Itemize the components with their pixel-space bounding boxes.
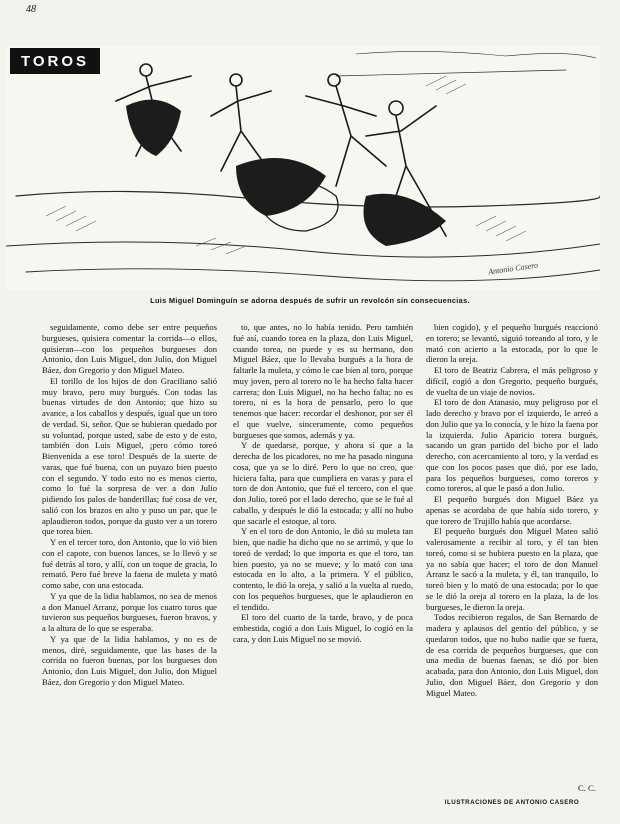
paragraph: Y ya que de la lidia hablamos, y no es de menos, diré, seguidamente, que las bases de la corrida no fueron buenas, por los burgueses don Antonio, don Luis Miguel, don Julio, don Miguel Báez, don Gregorio y don Miguel Mateo. bbox=[42, 633, 217, 687]
paragraph: to, que antes, no lo había tenido. Pero también fué así, cuando torea en la plaza, don Luis Miguel, cuando torea, no puede y es su hermano, don Miguel Báez, que lo llevaba burgués a la hora de faltarle la muleta, y cómo le cae bien al toro, porque muy joven, pero al torero no le ha hecho falta hacer carrera; don Luis Miguel, no ha hecho falta; no es torero, ni es la hora de pensarlo, pero lo que tenemos que hacer: recordar el deshonor, por ser él el que vuelve, sinceramente, como pequeños burgueses que somos, además y ya. bbox=[233, 322, 413, 440]
paragraph: El toro de don Atanasio, muy peligroso por el lado derecho y bravo por el izquierdo, le arreó a don Julio que ya lo conocía, y le hizo la faena por la izquierda. Julio Aparicio torera burgués, sacando un gran partido del bicho por el lado derecho, con acercamiento al toro, y la verdad es que con los pocos pases que dió, por ese lado, para los pequeños burgueses, como toreros y como toreros, al que le pasó a don Julio. bbox=[426, 397, 598, 494]
paragraph: El pequeño burgués don Miguel Mateo salió valerosamente a recibir al toro, y él tan bien toreó, como si se hubiera puesto en la plaza, que ya no sabía que hacer; el toro de don Manuel Arranz le sacó a la muleta, y él, tan tranquilo, lo toreó bien y lo mató de una estocada; por lo que se le dió la oreja al torero en la plaza, la de los burgueses, le dieron la oreja. bbox=[426, 526, 598, 612]
sky-stroke bbox=[356, 51, 596, 58]
column-2 bbox=[233, 322, 413, 645]
page-number: 48 bbox=[26, 4, 36, 15]
section-tag bbox=[10, 48, 100, 74]
paragraph: El pequeño burgués don Miguel Báez ya apenas se acordaba de que había sido torero, y que torero de Trujillo había que acordarse. bbox=[426, 494, 598, 526]
column-1 bbox=[42, 322, 217, 688]
bullfight-illustration bbox=[6, 46, 600, 290]
paragraph: El toro de Beatriz Cabrera, el más peligroso y difícil, cogió a don Gregorio, pequeño burgués, de vuelta de un viaje de novios. bbox=[426, 365, 598, 397]
paragraph: El torillo de los hijos de don Graciliano salió muy bravo, pero muy burgués. Con todas las buenas virtudes de don Antonio; que hizo su avance, a los caballos y después, igual que un toro de verdad. Si, señor. Que se hubieran quedado por su voluntad, porque usted, sabe de esto y de esto, también don Luis Miguel, ¡pero cómo toreó Bienvenida a ese toro! Después de la suerte de varas, que fué buena, con un puyazo bien puesto con el segundo. Y todo esto no es menos cierto, como lo fué la sorpresa de ver a don Julio pidiendo los palos de banderillas; fué cosa de ver, salió con los brazos en alto y puso un par, que le aplaudieron todos, porque da gusto ver a un torero que torea bien. bbox=[42, 375, 217, 537]
paragraph: bien cogido), y el pequeño burgués reaccionó en torero; se levantó, siguió toreando al toro, y le mató con acierto a la estocada, por lo que le dieron la oreja. bbox=[426, 322, 598, 365]
illustration-signature: Antonio Casero bbox=[487, 260, 539, 277]
paragraph: Y en el tercer toro, don Antonio, que lo vió bien con el capote, con buenos lances, se lo llevó y se fué detrás al toro, y allí, con un toque de gracia, lo remató. Pero fué breve la faena de muleta y mató como sabe, con una estocada. bbox=[42, 537, 217, 590]
paragraph: Y ya que de la lidia hablamos, no sea de menos a don Manuel Arranz, porque los cuatro toros que tuvieron sus pequeños burgueses, fueron bravos, y a la altura de lo que se esperaba. bbox=[42, 590, 217, 633]
paragraph: Todos recibieron regalos, de San Bernardo de madera y aplausos del gentío del público, y se quedaron todos, que no hubo nadie que se fuera, de esa corrida de pequeños burgueses, que con una media de buenas faenas, se dió por bien acabada, para don Antonio, don Luis Miguel, don Julio, don Miguel Báez, don Gregorio y don Miguel Mateo. bbox=[426, 612, 598, 698]
paragraph: El toro del cuarto de la tarde, bravo, y de poca embestida, cogió a don Luis Miguel, lo cogió en la cara, y don Luis Miguel no se movió. bbox=[233, 612, 413, 644]
paragraph: Y en el toro de don Antonio, le dió su muleta tan bien, que nadie ha dicho que no se arrimó, y que lo toreó de verdad; lo que importa es que el toro, tan bien puesto, ya no se mueve; y lo mató con una estocada en lo alto, a la primera. Y el público, contento, le dió la oreja, y salió a la vuelta al ruedo, con los pequeños burgueses, que le aplaudieron en el tendido. bbox=[233, 526, 413, 612]
bullfight-sketch bbox=[6, 46, 600, 290]
horizon-line bbox=[336, 70, 566, 76]
ground-line-low bbox=[6, 242, 600, 257]
illustration-credit: ILUSTRACIONES DE ANTONIO CASERO bbox=[444, 799, 580, 806]
paragraph: seguidamente, como debe ser entre pequeños burgueses, quisiera comentar la corrida—o ellos, quisieran—con los pequeños burgueses don Antonio, don Luis Miguel, don Julio, don Miguel Báez, don Gregorio y don Miguel Mateo. bbox=[42, 322, 217, 375]
paragraph: Y de quedarse, porque, y ahora sí que a la derecha de los picadores, no me ha pasado ninguna cosa, que ya se lo diré. Pero lo que no creo, que hiciera falta, para que cumpliera en varas y para el toro de don Antonio, que fué el tercero, con el que don Julio, toreó por el lado derecho, que se le fué al caballo, y después le dió la estocada; y allí no hubo que sacarle el estoque, al toro. bbox=[233, 440, 413, 526]
column-3 bbox=[426, 322, 598, 698]
author-initials: C. C. bbox=[578, 783, 596, 793]
illustration-caption: Luis Miguel Dominguín se adorna después de sufrir un revolcón sin consecuencias. bbox=[150, 296, 470, 305]
dark-hatching bbox=[126, 100, 446, 246]
section-label: TOROS bbox=[20, 52, 90, 70]
